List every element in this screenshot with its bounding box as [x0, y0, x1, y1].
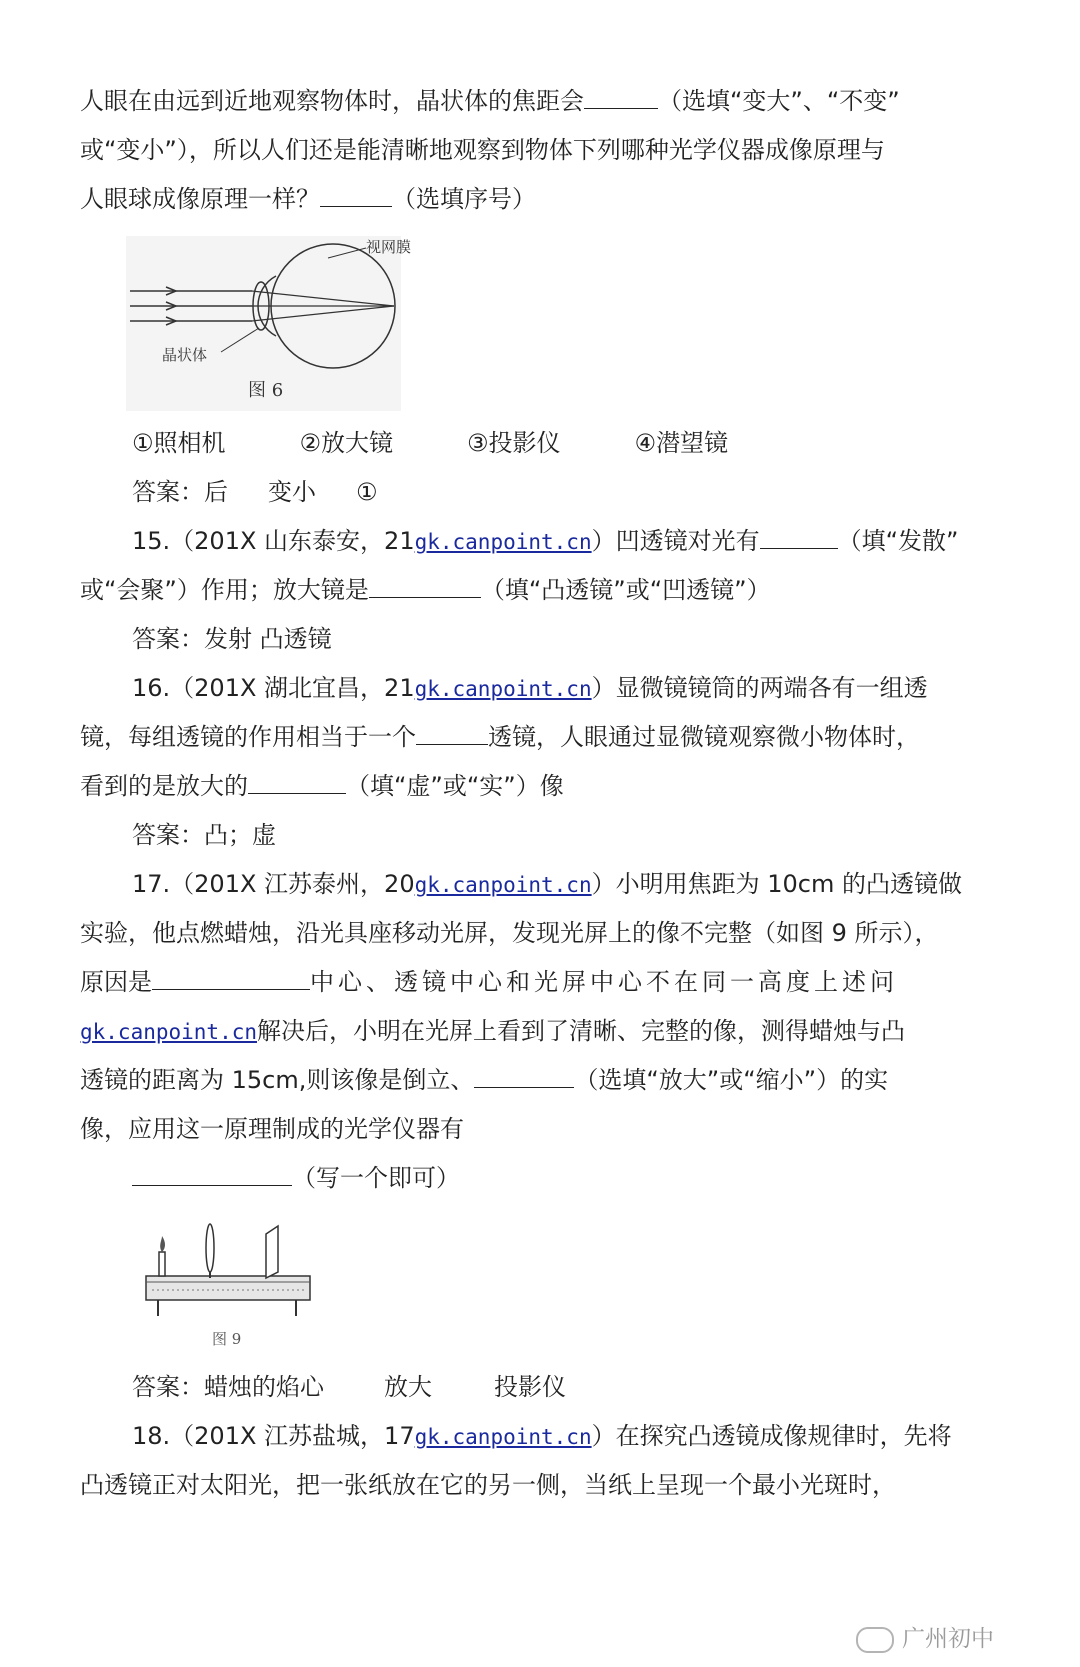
question-number: 17.（201X 江苏泰州，20: [132, 870, 415, 898]
answer-blank: [474, 1065, 574, 1088]
q15-line-2: [80, 575, 771, 605]
question-number: 18.（201X 江苏盐城，17: [132, 1422, 415, 1450]
q16-line-1: [132, 673, 928, 704]
answer-blank: [248, 771, 346, 794]
q16-line-2: [80, 722, 920, 752]
option-periscope: ④潜望镜: [634, 429, 729, 457]
q17-line-6: [80, 1114, 464, 1144]
answer-text: 答案：凸；虚: [132, 821, 276, 849]
retina-label: 视网膜: [366, 238, 412, 256]
q18-line-2: [80, 1470, 896, 1500]
text: ）在探究凸透镜成像规律时，先将: [591, 1422, 952, 1450]
figure-caption: 图 6: [248, 380, 284, 401]
text: （选填序号）: [392, 185, 536, 213]
optical-bench: [146, 1276, 310, 1300]
wechat-icon: [856, 1627, 894, 1653]
text: 或“变小”），所以人们还是能清晰地观察到物体下列哪种光学仪器成像原理与: [80, 136, 885, 164]
candle-flame-icon: [160, 1236, 165, 1252]
text: （填“凸透镜”或“凹透镜”）: [480, 576, 771, 604]
q17-line-7: [132, 1163, 460, 1193]
text: 凸透镜正对太阳光，把一张纸放在它的另一侧，当纸上呈现一个最小光斑时，: [80, 1471, 896, 1499]
text: 人眼球成像原理一样？: [80, 185, 320, 213]
text: 透镜的距离为 15cm,则该像是倒立、: [80, 1066, 475, 1094]
candle: [159, 1252, 165, 1276]
text: 实验，他点燃蜡烛，沿光具座移动光屏，发现光屏上的像不完整（如图 9 所示），: [80, 919, 939, 947]
source-link[interactable]: gk.canpoint.cn: [80, 1020, 258, 1044]
answer-value: 后: [204, 478, 228, 506]
convex-lens: [206, 1224, 214, 1272]
q16-line-3: [80, 771, 564, 801]
text: （填“发散”: [837, 527, 959, 555]
option-magnifier: ②放大镜: [299, 429, 394, 457]
option-camera: ①照相机: [132, 429, 226, 457]
answer-blank: [132, 1163, 292, 1186]
optical-bench-figure: [146, 1220, 316, 1350]
answer-value: 变小: [268, 478, 316, 506]
source-link[interactable]: gk.canpoint.cn: [414, 530, 592, 554]
eye-diagram-figure: [126, 236, 412, 411]
q16-answer: [132, 820, 276, 850]
q14-answer: [132, 477, 418, 507]
lens-label: 晶状体: [162, 346, 208, 364]
answer-blank: [584, 86, 658, 109]
source-link[interactable]: gk.canpoint.cn: [414, 873, 592, 897]
question-number: 15.（201X 山东泰安，21: [132, 527, 415, 555]
text: （选填“放大”或“缩小”）的实: [574, 1066, 889, 1094]
text: 中心、透镜中心和光屏中心不在同一高度上述问: [310, 968, 898, 996]
figure-caption: 图 9: [212, 1330, 242, 1348]
question-number: 16.（201X 湖北宜昌，21: [132, 674, 415, 702]
q14-line-2: [80, 135, 885, 165]
answer-label: 答案：: [132, 1373, 204, 1401]
answer-value: 放大: [384, 1373, 432, 1401]
answer-blank: [416, 722, 488, 745]
option-projector: ③投影仪: [467, 429, 561, 457]
q17-line-3: [80, 967, 898, 997]
text: （写一个即可）: [292, 1164, 460, 1192]
watermark: [856, 1620, 994, 1653]
answer-text: 答案：发射 凸透镜: [132, 625, 332, 653]
text: 解决后，小明在光屏上看到了清晰、完整的像，测得蜡烛与凸: [257, 1017, 906, 1045]
answer-value: 蜡烛的焰心: [204, 1373, 324, 1401]
q14-options: [132, 428, 802, 458]
q17-line-4: [80, 1016, 905, 1047]
answer-value: 投影仪: [494, 1373, 566, 1401]
answer-blank: [152, 967, 310, 990]
q17-line-5: [80, 1065, 888, 1095]
text: ）小明用焦距为 10cm 的凸透镜做: [591, 870, 962, 898]
q15-answer: [132, 624, 332, 654]
text: 透镜，人眼通过显微镜观察微小物体时，: [488, 723, 920, 751]
text: 人眼在由远到近地观察物体时，晶状体的焦距会: [80, 87, 584, 115]
q14-line-3: [80, 184, 536, 214]
answer-value: ①: [356, 478, 378, 506]
text: （选填“变大”、“不变”: [658, 87, 900, 115]
q14-line-1: [80, 86, 900, 116]
text: ）凹透镜对光有: [591, 527, 760, 555]
text: 镜，每组透镜的作用相当于一个: [80, 723, 416, 751]
q17-line-1: [132, 869, 962, 900]
text: 像，应用这一原理制成的光学仪器有: [80, 1115, 464, 1143]
source-link[interactable]: gk.canpoint.cn: [414, 677, 592, 701]
q15-line-1: [132, 526, 958, 557]
source-link[interactable]: gk.canpoint.cn: [414, 1425, 592, 1449]
answer-blank: [369, 575, 481, 598]
q17-answer: [132, 1372, 606, 1402]
answer-label: 答案：: [132, 478, 204, 506]
text: 或“会聚”）作用；放大镜是: [80, 576, 369, 604]
text: ）显微镜镜筒的两端各有一组透: [591, 674, 928, 702]
text: 看到的是放大的: [80, 772, 248, 800]
light-screen: [266, 1226, 278, 1278]
q18-line-1: [132, 1421, 952, 1452]
q17-line-2: [80, 918, 939, 948]
text: （填“虚”或“实”）像: [346, 772, 564, 800]
watermark-text: 广州初中: [902, 1626, 994, 1652]
answer-blank: [320, 184, 392, 207]
answer-blank: [760, 526, 838, 549]
text: 原因是: [80, 968, 152, 996]
